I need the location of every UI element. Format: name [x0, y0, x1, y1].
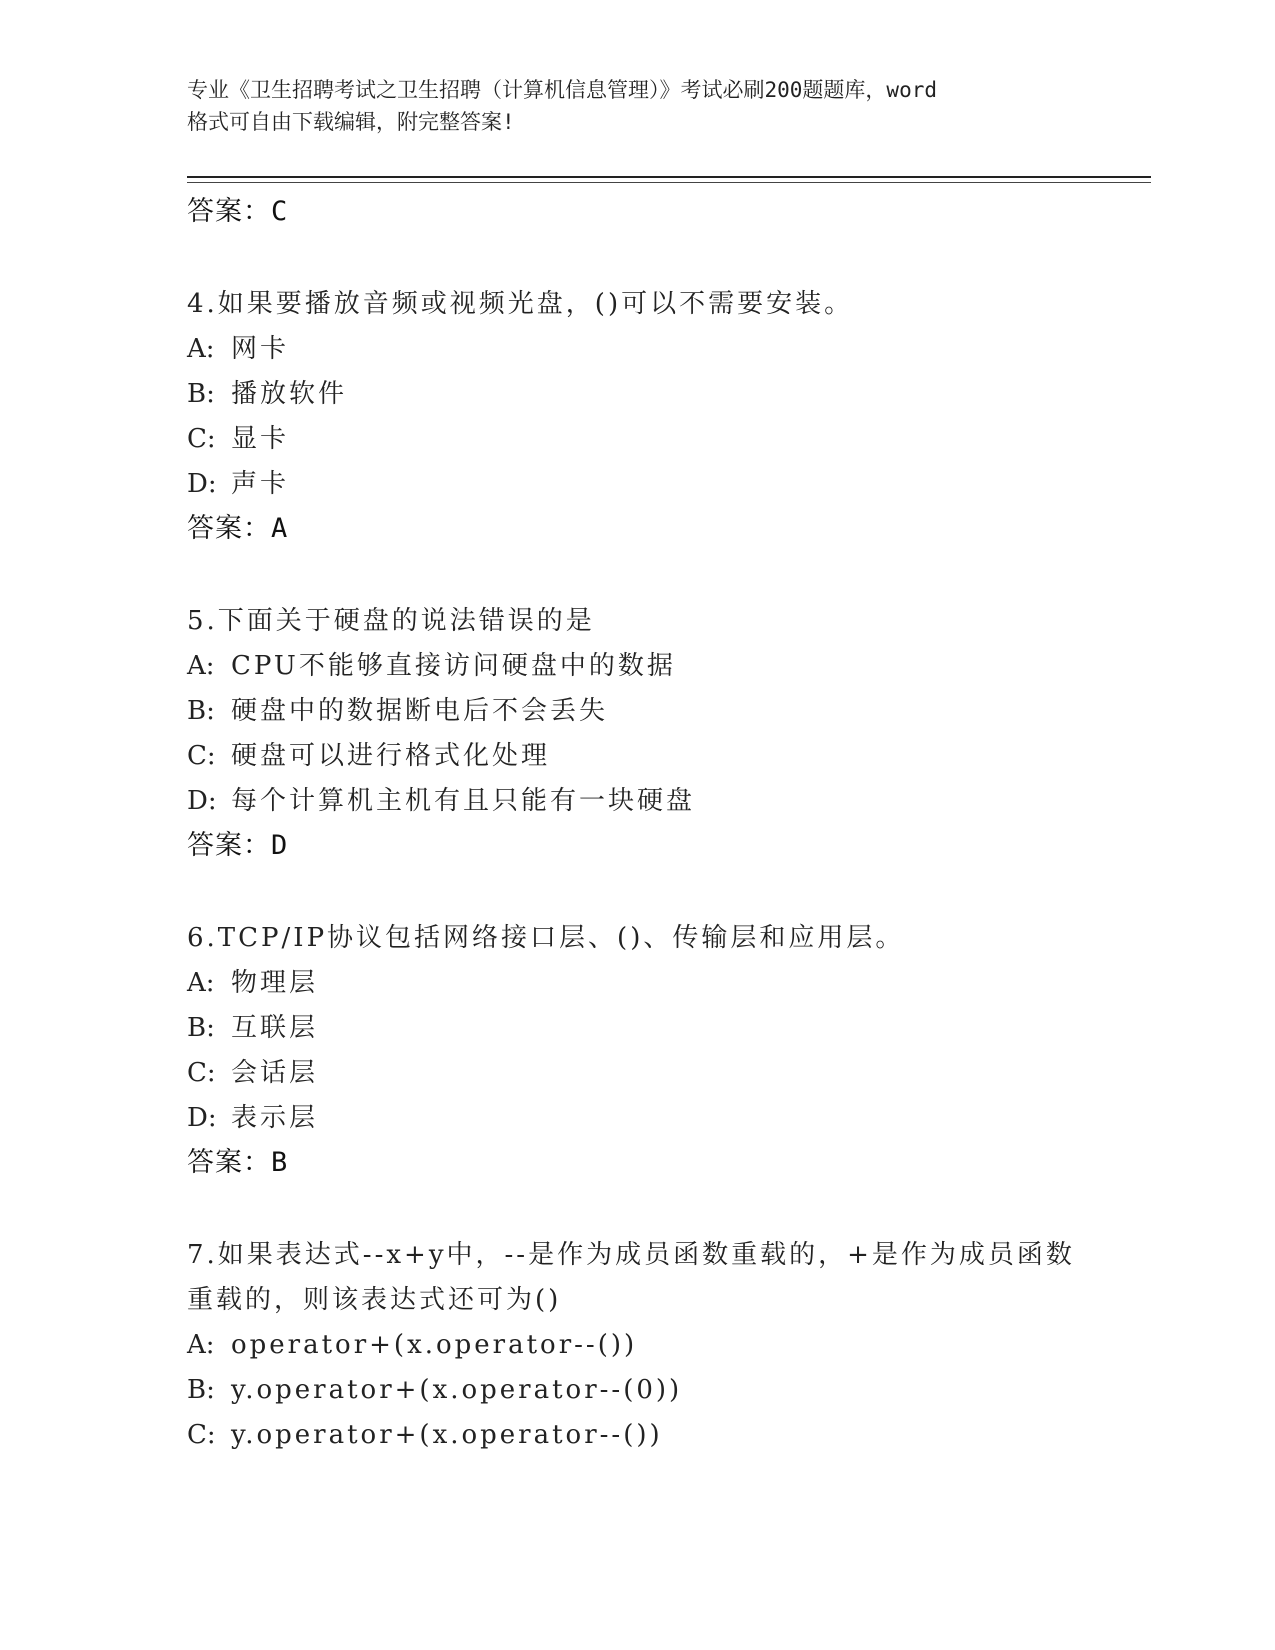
option-text: 播放软件 — [231, 379, 348, 409]
option-letter: D: — [187, 469, 217, 499]
option-letter: B: — [187, 379, 215, 409]
option-text: 互联层 — [231, 1013, 319, 1043]
question-5-option-b — [187, 689, 1087, 734]
question-5-text: 5.下面关于硬盘的说法错误的是 — [187, 606, 595, 636]
header-line-1: 专业《卫生招聘考试之卫生招聘（计算机信息管理）》考试必刷200题题库，word — [187, 78, 937, 102]
question-6-option-b — [187, 1006, 1087, 1051]
option-letter: A: — [187, 651, 215, 681]
question-4 — [187, 282, 1087, 551]
question-7-text-line-1: 7.如果表达式--x+y中，--是作为成员函数重载的，+是作为成员函数 — [187, 1240, 1075, 1270]
question-7-text-line-2: 重载的，则该表达式还可为() — [187, 1285, 562, 1315]
header-line-2: 格式可自由下载编辑，附完整答案! — [187, 110, 515, 134]
option-letter: D: — [187, 1103, 217, 1133]
option-text: 网卡 — [231, 334, 290, 364]
question-6-answer: 答案：B — [187, 1147, 289, 1178]
option-text: 硬盘中的数据断电后不会丢失 — [231, 696, 609, 726]
option-letter: A: — [187, 334, 215, 364]
option-text: 物理层 — [231, 968, 319, 998]
option-letter: B: — [187, 1375, 215, 1405]
header-divider-thick — [187, 176, 1151, 178]
question-6-option-c — [187, 1051, 1087, 1096]
option-letter: C: — [187, 424, 216, 454]
answer-q3: 答案：C — [187, 196, 289, 227]
header-divider-thin — [187, 182, 1151, 183]
option-letter: A: — [187, 968, 215, 998]
question-list — [187, 190, 1087, 1458]
option-letter: A: — [187, 1330, 215, 1360]
question-5-option-d — [187, 779, 1087, 824]
option-text: y.operator+(x.operator--(0)) — [231, 1375, 683, 1405]
question-4-answer: 答案：A — [187, 513, 289, 544]
question-4-text: 4.如果要播放音频或视频光盘，()可以不需要安装。 — [187, 289, 854, 319]
option-letter: B: — [187, 696, 215, 726]
document-header — [187, 74, 1087, 138]
option-letter: C: — [187, 1058, 216, 1088]
question-7-option-a — [187, 1323, 1087, 1368]
question-5 — [187, 599, 1087, 868]
option-text: 显卡 — [231, 424, 290, 454]
question-7-option-b — [187, 1368, 1087, 1413]
option-letter: B: — [187, 1013, 215, 1043]
option-text: 声卡 — [231, 469, 290, 499]
question-4-option-a — [187, 327, 1087, 372]
question-4-option-d — [187, 462, 1087, 507]
option-text: operator+(x.operator--()) — [231, 1330, 638, 1360]
question-4-option-c — [187, 417, 1087, 462]
option-text: 每个计算机主机有且只能有一块硬盘 — [231, 786, 696, 816]
question-6-option-a — [187, 961, 1087, 1006]
option-letter: C: — [187, 1420, 216, 1450]
question-4-option-b — [187, 372, 1087, 417]
question-7-option-c — [187, 1413, 1087, 1458]
option-text: 会话层 — [231, 1058, 319, 1088]
question-6-option-d — [187, 1096, 1087, 1141]
option-text: CPU不能够直接访问硬盘中的数据 — [231, 651, 676, 681]
option-text: 表示层 — [231, 1103, 319, 1133]
question-6-text: 6.TCP/IP协议包括网络接口层、()、传输层和应用层。 — [187, 923, 905, 953]
question-5-option-c — [187, 734, 1087, 779]
question-7 — [187, 1233, 1087, 1458]
question-5-answer: 答案：D — [187, 830, 289, 861]
option-letter: D: — [187, 786, 217, 816]
question-5-option-a — [187, 644, 1087, 689]
question-6 — [187, 916, 1087, 1185]
option-text: y.operator+(x.operator--()) — [231, 1420, 663, 1450]
option-text: 硬盘可以进行格式化处理 — [231, 741, 551, 771]
option-letter: C: — [187, 741, 216, 771]
